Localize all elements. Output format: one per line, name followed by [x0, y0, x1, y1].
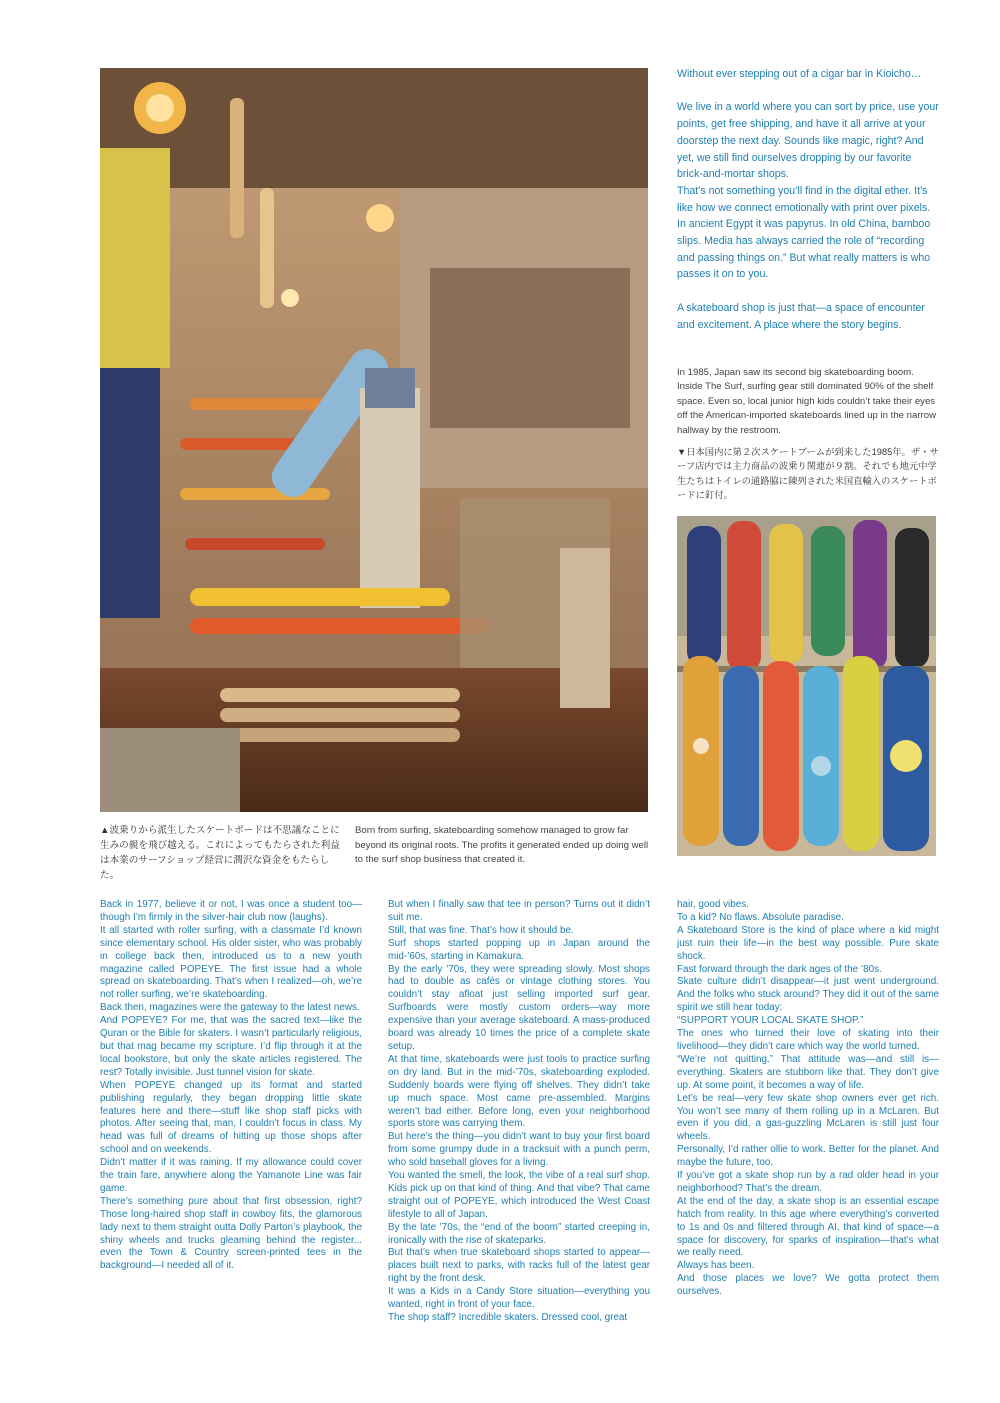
main-photo-caption-en: Born from surfing, skateboarding somehow managed to grow far beyond its original roots. The profits it generated ended up doing well to the surf shop business that created it.	[355, 825, 649, 865]
side-caption-en: In 1985, Japan saw its second big skateboarding boom. Inside The Surf, surfing gear still dominated 90% of the shelf space. Even so, local junior high kids couldn’t take their eyes off the American-imported skateboards lined up in the narrow hallway by the restroom.	[677, 367, 936, 436]
body-paragraph: But that’s when true skateboard shops started to appear—places built next to parks, with racks full of the latest gear right by the front desk.	[388, 1247, 650, 1285]
intro-paragraph: A skateboard shop is just that—a space of encounter and excitement. A place where the story begins.	[677, 301, 925, 331]
shop-interior-photo	[100, 68, 648, 812]
intro-text	[677, 66, 939, 333]
body-paragraph: Back in 1977, believe it or not, I was once a student too—though I’m firmly in the silver-hair club now (laughs).	[100, 899, 362, 923]
body-paragraph: When POPEYE changed up its format and started publishing regularly, they began dropping little skate features here and there—stuff like shop staff picks with photos. After seeing that, man, I couldn’t focus in class. My head was full of dreams of hitting up those shops after school and on weekends.	[100, 1079, 362, 1156]
body-paragraph: If you’ve got a skate shop run by a rad older head in your neighborhood? That’s the dream.	[677, 1170, 939, 1194]
side-photo-caption	[677, 366, 939, 503]
body-paragraph: At that time, skateboards were just tools to practice surfing on dry land. But in the mid-’70s, skateboarding exploded. Suddenly boards were flying off shelves. They didn’t take up much space. Most came pre-assembled. Margins weren’t bad either. Before long, even your neighborhood sports store was carrying them.	[388, 1053, 650, 1130]
body-paragraph: “SUPPORT YOUR LOCAL SKATE SHOP.”	[677, 1015, 864, 1027]
body-paragraph: Personally, I’d rather ollie to work. Better for the planet. And maybe the future, too.	[677, 1144, 939, 1169]
body-paragraph: It all started with roller surfing, with a classmate I’d known since elementary school. His older sister, who was probably in college back then, introduced us to a new youth magazine called POPEYE. The first issue had a whole spread on skateboarding. That’s when I realized—oh, we’re not roller surfing, we’re skateboarding.	[100, 924, 362, 1001]
body-paragraph: Always has been.	[677, 1260, 755, 1272]
body-paragraph: There’s something pure about that first obsession, right? Those long-haired shop staff in cowboy fits, the glamorous lady next to them straight outta Dolly Parton’s playbook, the shiny wheels and trucks gleaming behind the register... even the Town & Country screen-printed tees in the background—I needed all of it.	[100, 1195, 362, 1272]
spacer	[677, 283, 939, 300]
body-paragraph: And POPEYE? For me, that was the sacred text—like the Quran or the Bible for skaters. I wasn’t particularly religious, but that mag became my scripture. I’d flip through it at the local bookstore, but only the skate articles registered. The rest? Totally invisible. Just tunnel vision for skate.	[100, 1015, 362, 1078]
body-paragraph: “We’re not quitting.” That attitude was—and still is—everything. Skaters are stubborn like that. They don’t give up. At some point, it becomes a way of life.	[677, 1053, 939, 1091]
body-paragraph: Let’s be real—very few skate shop owners ever get rich. You won’t see many of them rolling up in a McLaren. But even if you did, a gas-guzzling McLaren is still just four wheels.	[677, 1092, 939, 1143]
skateboard-wall-photo	[677, 516, 936, 856]
body-paragraph: You wanted the smell, the look, the vibe of a real surf shop. Kids pick up on that kind of thing. And that vibe? That came straight out of POPEYE, which introduced the West Coast lifestyle to all of Japan.	[388, 1170, 650, 1220]
body-paragraph: To a kid? No flaws. Absolute paradise.	[677, 911, 844, 923]
intro-paragraph: That’s not something you’ll find in the digital ether. It’s like how we connect emotionally with print over pixels. In ancient Egypt it was papyrus. In old China, bamboo slips. Media has always carried the role of “recording and passing things on.” But what really matters is who passes it on to you.	[677, 184, 931, 281]
body-column-1	[100, 899, 362, 1273]
body-paragraph: A Skateboard Store is the kind of place where a kid might just ruin their life—in the best way possible. Pure skate shock.	[677, 924, 939, 962]
body-paragraph: And those places we love? We gotta protect them ourselves.	[677, 1273, 939, 1298]
spacer	[677, 83, 939, 100]
body-paragraph: But when I finally saw that tee in person? Turns out it didn’t suit me.	[388, 899, 650, 923]
intro-paragraph: We live in a world where you can sort by price, use your points, get free shipping, and have it all arrive at your doorstep the next day. Sounds like magic, right? And yet, we still find ourselves dropping by our favorite brick-and-mortar shops.	[677, 101, 939, 181]
body-paragraph: But here’s the thing—you didn’t want to buy your first board from some grumpy dude in a tracksuit with a punch perm, who sold baseball gloves for a living.	[388, 1131, 650, 1169]
body-paragraph: Back then, magazines were the gateway to the latest news.	[100, 1002, 360, 1014]
body-paragraph: Skate culture didn’t disappear—it just went underground. And the folks who stuck around? They did it out of the same spirit we still hear today:	[677, 976, 939, 1014]
body-column-3	[677, 899, 939, 1299]
body-column-2	[388, 899, 650, 1325]
body-paragraph: Didn’t matter if it was raining. If my allowance could cover the train fare, anywhere along the Yamanote Line was fair game.	[100, 1157, 362, 1194]
body-paragraph: By the late ’70s, the “end of the boom” started creeping in, ironically with the rise of skateparks.	[388, 1221, 650, 1246]
body-paragraph: Still, that was fine. That’s how it should be.	[388, 924, 574, 936]
main-photo-caption-jp: ▲波乗りから派生したスケートボードは不思議なことに生みの親を飛び越える。これによってもたらされた利益は本業のサーフショップ経営に潤沢な資金をもたらした。	[100, 825, 340, 881]
body-paragraph: Fast forward through the dark ages of the ’80s.	[677, 963, 882, 975]
body-paragraph: At the end of the day, a skate shop is an essential escape hatch from reality. In this age where everything’s converted to 1s and 0s and filtered through AI, that kind of space—a space for discovery, for sparks of inspiration—that’s what we really need.	[677, 1195, 939, 1259]
body-paragraph: The ones who turned their love of skating into their livelihood—they didn’t care which way the world turned.	[677, 1028, 939, 1052]
body-paragraph: The shop staff? Incredible skaters. Dressed cool, great	[388, 1312, 628, 1323]
intro-paragraph: Without ever stepping out of a cigar bar in Kioicho…	[677, 68, 922, 80]
body-paragraph: Surf shops started popping up in Japan around the mid-’60s, starting in Kamakura.	[388, 937, 650, 962]
side-caption-jp: ▼日本国内に第２次スケートブームが到来した1985年。ザ・サーフ店内では主力商品の波乗り関連が９割。それでも地元中学生たちはトイレの通路脇に陳列された米国直輸入のスケートボードに釘付。	[677, 447, 939, 501]
body-paragraph: By the early ’70s, they were spreading slowly. Most shops had to double as cafés or vintage clothing stores. You couldn’t stay afloat just selling imported surf gear. Surfboards were mostly custom orders—way more expensive than your average skateboard. A mass-produced board was already 10 times the price of a complete skate setup.	[388, 963, 650, 1052]
body-paragraph: hair, good vibes.	[677, 899, 749, 910]
body-paragraph: It was a Kids in a Candy Store situation—everything you wanted, right in front of your face.	[388, 1286, 650, 1311]
